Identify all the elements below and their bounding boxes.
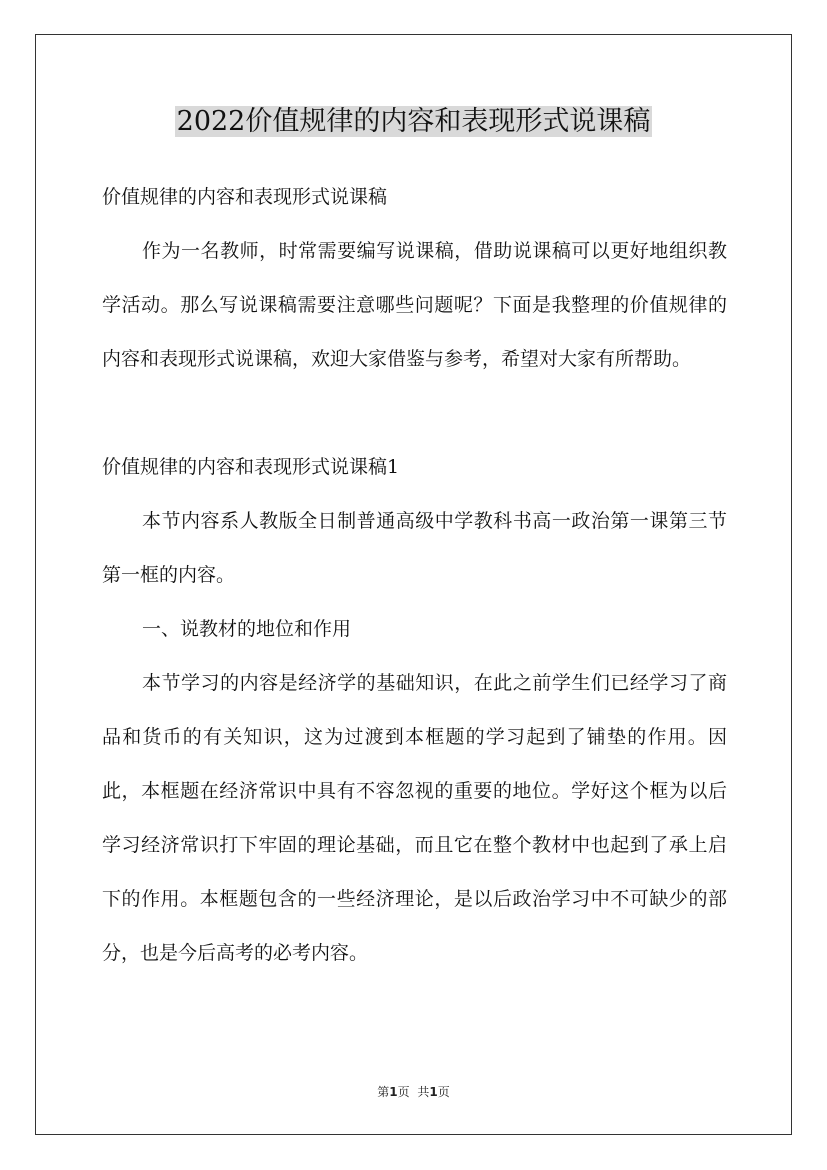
page-total: 1 <box>429 1085 438 1099</box>
total-unit: 页 <box>437 1085 450 1099</box>
section-paragraph-1: 本节内容系人教版全日制普通高级中学教科书高一政治第一课第三节第一框的内容。 <box>102 510 727 586</box>
document-subtitle: 价值规律的内容和表现形式说课稿 <box>102 186 388 208</box>
intro-paragraph: 作为一名教师，时常需要编写说课稿，借助说课稿可以更好地组织教学活动。那么写说课稿需要注意哪些问题呢？下面是我整理的价值规律的内容和表现形式说课稿，欢迎大家借鉴与参考，希望对大家有所帮助。 <box>102 240 727 370</box>
section-title: 价值规律的内容和表现形式说课稿1 <box>102 456 400 478</box>
section-heading-1: 一、说教材的地位和作用 <box>142 618 352 640</box>
page-current: 1 <box>389 1085 398 1099</box>
section-paragraph-2: 本节学习的内容是经济学的基础知识，在此之前学生们已经学习了商品和货币的有关知识，这为过渡到本框题的学习起到了铺垫的作用。因此，本框题在经济常识中具有不容忽视的重要的地位。学好这个框为以后学习经济常识打下牢固的理论基础，而且它在整个教材中也起到了承上启下的作用。本框题包含的一些经济理论，是以后政治学习中不可缺少的部分，也是今后高考的必考内容。 <box>102 672 727 964</box>
page-footer <box>0 1083 827 1101</box>
page-prefix: 第 <box>377 1085 390 1099</box>
document-title <box>0 100 827 144</box>
total-prefix: 共 <box>417 1085 430 1099</box>
document-title-text: 2022价值规律的内容和表现形式说课稿 <box>176 106 651 137</box>
document-body <box>102 170 727 980</box>
page-unit: 页 <box>397 1085 410 1099</box>
paragraph-gap <box>102 386 727 440</box>
